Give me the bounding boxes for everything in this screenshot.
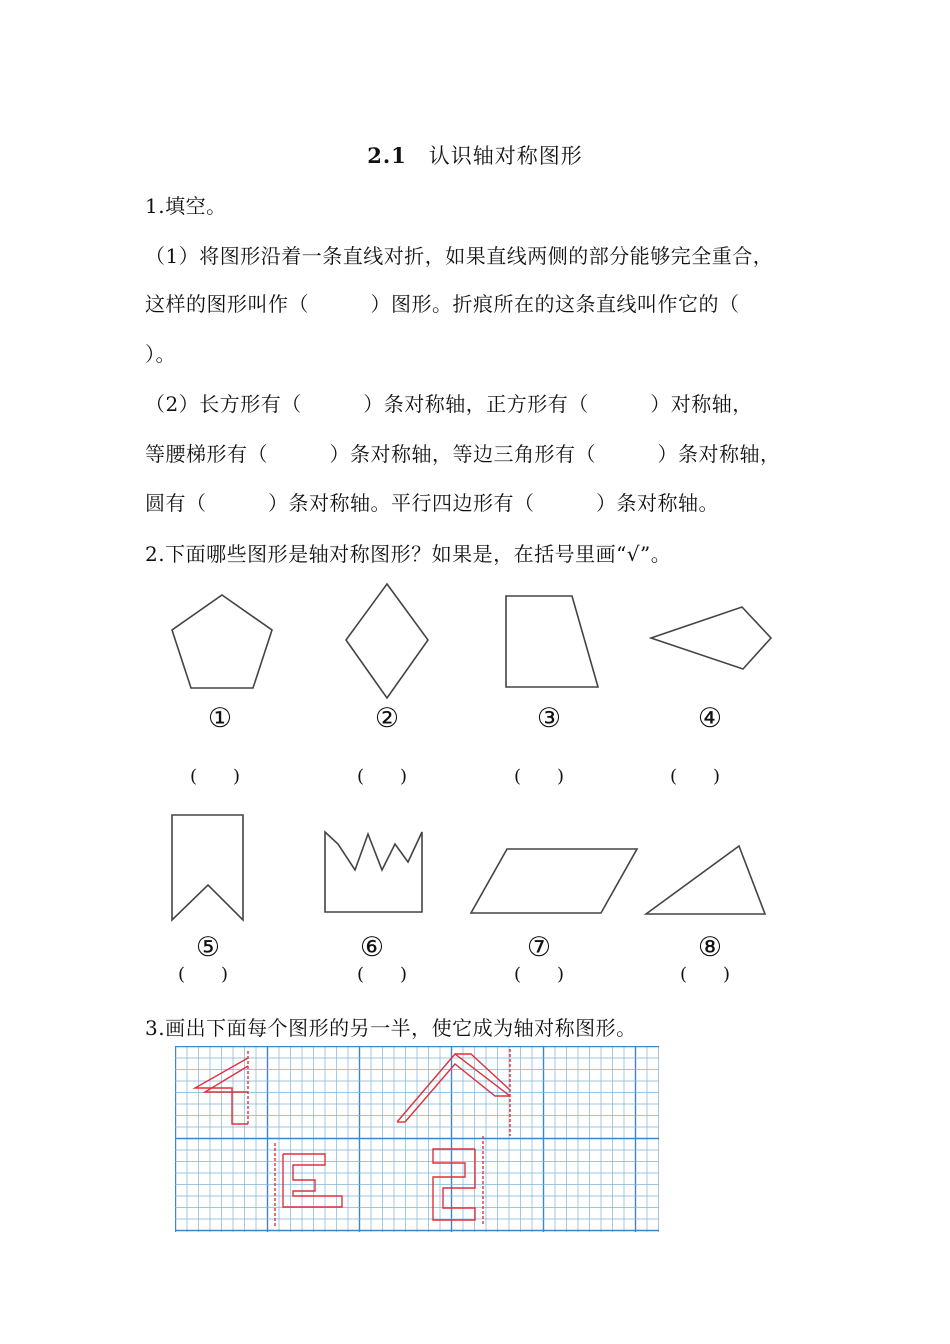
- label-5: ⑤: [195, 932, 221, 963]
- answer-blank-3[interactable]: ( ): [514, 766, 565, 787]
- rhombus-shape: [340, 580, 435, 705]
- answer-blank-4[interactable]: ( ): [670, 766, 721, 787]
- label-2: ②: [374, 703, 400, 734]
- page-title: [0, 140, 950, 170]
- answer-blank-7[interactable]: ( ): [514, 964, 565, 985]
- q2-heading: 2.下面哪些图形是轴对称图形？如果是，在括号里画“√”。: [145, 542, 672, 566]
- title-text: 认识轴对称图形: [428, 144, 583, 168]
- q1-part2-line3: 圆有（ ）条对称轴。平行四边形有（ ）条对称轴。: [145, 491, 719, 515]
- label-3: ③: [536, 703, 562, 734]
- answer-blank-8[interactable]: ( ): [680, 964, 731, 985]
- kite-shape: [645, 600, 780, 675]
- answer-blank-2[interactable]: ( ): [357, 766, 408, 787]
- label-4: ④: [697, 703, 723, 734]
- q1-part1-line2: 这样的图形叫作（ ）图形。折痕所在的这条直线叫作它的（: [145, 292, 740, 316]
- drawing-grid[interactable]: [175, 1046, 659, 1232]
- q1-part1-line1: （1）将图形沿着一条直线对折，如果直线两侧的部分能够完全重合，: [145, 244, 774, 268]
- q1-part2-line1: （2）长方形有（ ）条对称轴，正方形有（ ）对称轴，: [145, 392, 753, 416]
- label-7: ⑦: [526, 932, 552, 963]
- title-number: 2.1: [367, 143, 407, 168]
- trapezoid-shape: [500, 590, 605, 695]
- banner-shape: [165, 810, 255, 930]
- q1-part1-line3: ）。: [145, 342, 176, 366]
- q3-heading: 3.画出下面每个图形的另一半，使它成为轴对称图形。: [145, 1016, 637, 1040]
- label-6: ⑥: [359, 932, 385, 963]
- answer-blank-6[interactable]: ( ): [357, 964, 408, 985]
- q1-part2-line2: 等腰梯形有（ ）条对称轴，等边三角形有（ ）条对称轴，: [145, 442, 781, 466]
- triangle-shape: [640, 840, 770, 922]
- answer-blank-5[interactable]: ( ): [178, 964, 229, 985]
- crown-shape: [320, 822, 430, 917]
- q1-heading: 1.填空。: [145, 194, 227, 218]
- label-8: ⑧: [697, 932, 723, 963]
- pentagon-shape: [165, 590, 280, 695]
- parallelogram-shape: [465, 842, 645, 920]
- answer-blank-1[interactable]: ( ): [190, 766, 241, 787]
- half-figure-4: [433, 1136, 483, 1226]
- label-1: ①: [207, 703, 233, 734]
